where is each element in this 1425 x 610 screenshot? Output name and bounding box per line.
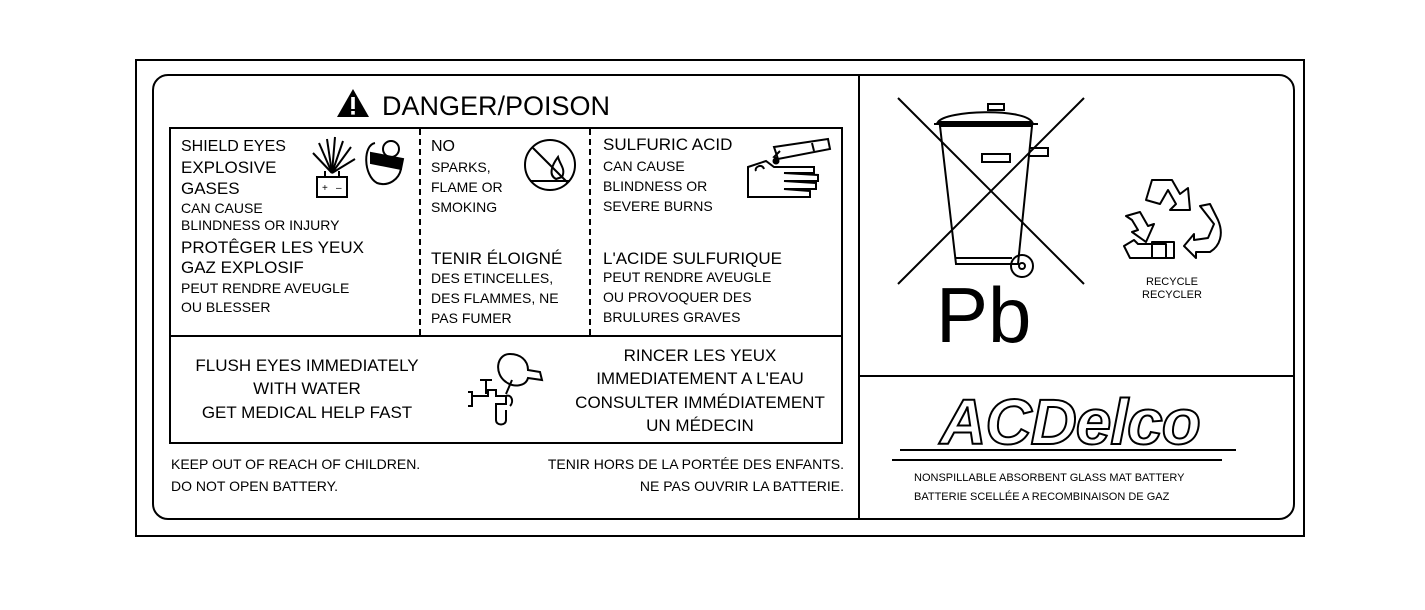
- first-aid-fr-line: CONSULTER IMMÉDIATEMENT: [575, 392, 825, 412]
- explosion-goggles-icon: [305, 135, 411, 205]
- col3-en-line: SULFURIC ACID: [603, 135, 733, 154]
- eyewash-faucet-icon: [466, 350, 546, 430]
- footer-fr-line: NE PAS OUVRIR LA BATTERIE.: [639, 477, 844, 494]
- col1-fr-line: PROTÊGER LES YEUX: [181, 237, 364, 257]
- col1-en-small: CAN CAUSE: [181, 199, 263, 216]
- acid-burn-hand-icon: [744, 137, 834, 199]
- recycle-label-fr: RECYCLER: [1142, 289, 1202, 302]
- footer-fr-line: TENIR HORS DE LA PORTÉE DES ENFANTS.: [547, 456, 844, 472]
- brand-lines: [914, 472, 1184, 504]
- brand-line-en: NONSPILLABLE ABSORBENT GLASS MAT BATTERY: [914, 472, 1185, 484]
- col3-fr-small: OU PROVOQUER DES: [603, 289, 752, 306]
- warning-triangle-icon: [336, 88, 370, 118]
- first-aid-en-line: GET MEDICAL HELP FAST: [201, 402, 413, 422]
- first-aid-fr-line: UN MÉDECIN: [646, 416, 754, 436]
- col2-en-small: SMOKING: [431, 198, 498, 215]
- recycle-arrows-icon: [1118, 176, 1226, 268]
- col3-en-small: SEVERE BURNS: [603, 197, 713, 214]
- first-aid-en: [172, 356, 442, 423]
- col2-fr-small: PAS FUMER: [431, 309, 512, 326]
- recycle-label-en: RECYCLE: [1146, 276, 1198, 288]
- col1-fr-line: GAZ EXPLOSIF: [181, 257, 304, 277]
- footer-en-line: DO NOT OPEN BATTERY.: [171, 477, 339, 494]
- first-aid-fr: [558, 346, 842, 437]
- brand-logo-text: ACDelco: [940, 386, 1200, 458]
- first-aid-en-line: FLUSH EYES IMMEDIATELY: [195, 356, 419, 375]
- footer-fr: [500, 456, 844, 495]
- first-aid-fr-line: RINCER LES YEUX: [623, 346, 777, 365]
- footer-en: [171, 456, 420, 495]
- col1-fr-small: PEUT RENDRE AVEUGLE: [181, 280, 350, 297]
- col3-en-small: BLINDNESS OR: [603, 178, 708, 195]
- col2-en-line: NO: [431, 138, 455, 155]
- col2-fr-small: DES FLAMMES, NE: [431, 290, 559, 307]
- vertical-divider: [858, 75, 860, 519]
- col3-fr-text: [603, 249, 782, 326]
- footer-en-line: KEEP OUT OF REACH OF CHILDREN.: [171, 456, 421, 472]
- right-horizontal-divider: [859, 375, 1294, 377]
- brand-line-fr: BATTERIE SCELLÉE A RECOMBINAISON DE GAZ: [914, 491, 1170, 504]
- col2-en-small: SPARKS,: [431, 159, 491, 176]
- col2-fr-line: TENIR ÉLOIGNÉ: [431, 249, 563, 268]
- col2-en-small: FLAME OR: [431, 178, 503, 195]
- col3-fr-line: L'ACIDE SULFURIQUE: [603, 249, 782, 268]
- column-divider-2: [589, 129, 591, 335]
- recycle-label: [1132, 276, 1212, 302]
- col2-fr-small: DES ETINCELLES,: [431, 270, 554, 287]
- col2-text: [431, 137, 503, 216]
- first-aid-en-line: WITH WATER: [253, 379, 361, 399]
- svg-text:–: –: [336, 183, 342, 194]
- col1-en-line: GASES: [181, 178, 240, 198]
- col1-en-line: EXPLOSIVE: [181, 158, 277, 178]
- crossed-bin-icon: [896, 96, 1086, 286]
- col1-en-line: SHIELD EYES: [181, 138, 286, 155]
- col3-fr-small: BRULURES GRAVES: [603, 308, 741, 325]
- col1-en-small: BLINDNESS OR INJURY: [181, 216, 340, 233]
- element-symbol: Pb: [936, 271, 1032, 359]
- svg-text:+: +: [322, 183, 328, 194]
- first-aid-fr-line: IMMEDIATEMENT A L'EAU: [596, 369, 804, 389]
- col1-fr-small: OU BLESSER: [181, 299, 271, 316]
- column-divider-1: [419, 129, 421, 335]
- no-flame-icon: [520, 137, 582, 195]
- brand-logo: [892, 386, 1248, 464]
- col3-en-small: CAN CAUSE: [603, 158, 685, 175]
- page-title: DANGER/POISON: [382, 91, 611, 121]
- col2-fr-text: [431, 249, 562, 327]
- col3-fr-small: PEUT RENDRE AVEUGLE: [603, 269, 772, 286]
- col3-text: [603, 135, 732, 215]
